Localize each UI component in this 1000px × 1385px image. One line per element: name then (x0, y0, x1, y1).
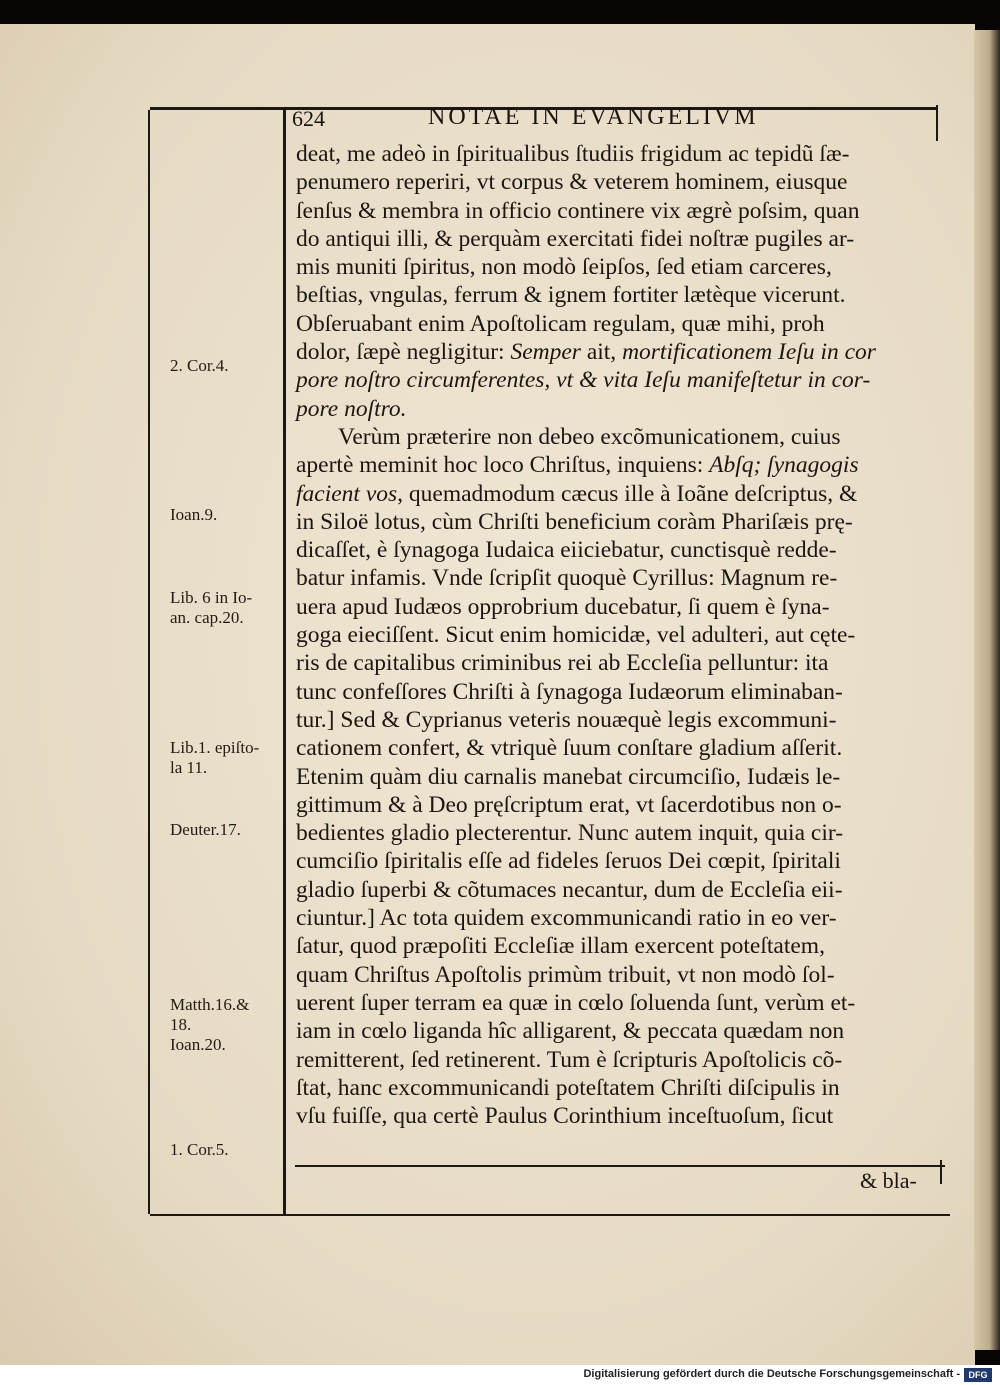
text-line: tur.] Sed & Cyprianus veteris nouæquè legis excommuni- (296, 706, 837, 733)
margin-note (170, 738, 282, 778)
margin-note (170, 995, 282, 1055)
scripture-quote-line: pore noſtro. (296, 395, 407, 422)
text-line: iam in cœlo liganda hîc alligarent, & peccata quædam non (296, 1018, 845, 1045)
text-run: , quemadmodum cæcus ille à Ioãne deſcriptus, & (397, 480, 858, 507)
text-line: quam Chriſtus Apoſtolis primùm tribuit, vt non modò ſol- (296, 961, 835, 988)
text-line: gladio ſuperbi & cõtumaces necantur, dum de Eccleſia eii- (296, 876, 843, 903)
margin-note (170, 505, 282, 525)
text-line (296, 451, 936, 479)
right-edge-rule-low (940, 1160, 942, 1184)
text-run: apertè meminit hoc loco Chriſtus, inquiens: (296, 452, 710, 479)
text-line: cumciſio ſpiritalis eſſe ad fideles ſeruos Dei cœpit, ſpiritali (296, 848, 841, 875)
text-line: dicaſſet, è ſynagoga Iudaica eiiciebatur, cunctisquè redde- (296, 537, 837, 564)
text-line: batur infamis. Vnde ſcripſit quoquè Cyrillus: Magnum re- (296, 565, 838, 592)
margin-left-rule (148, 110, 150, 1214)
text-line: ſtat, hanc excommunicandi poteſtatem Chriſti diſcipulis in (296, 1074, 840, 1101)
text-line: cationem confert, & vtriquè ſuum conſtare gladium aſſerit. (296, 735, 843, 762)
text-line: deat, me adeò in ſpiritualibus ſtudiis frigidum ac tepidũ ſæ- (296, 141, 850, 167)
text-line: Etenim quàm diu carnalis manebat circumciſio, Iudæis le- (296, 763, 841, 790)
margin-right-rule (283, 110, 286, 1214)
text-line: goga eieciſſent. Sicut enim homicidæ, vel adulteri, aut cęte- (296, 622, 856, 649)
scripture-quote-line: pore noſtro circumferentes, vt & vita Ieſu manifeſtetur in cor- (296, 367, 871, 394)
right-edge-rule (936, 105, 938, 141)
text-run: dolor, ſæpè negligitur: (296, 339, 511, 366)
margin-note-text: Matth.16.& (170, 995, 250, 1014)
text-line: ſatur, quod præpoſiti Eccleſiæ illam exercent poteſtatem, (296, 933, 825, 960)
margin-note-text: 2. Cor.4. (170, 356, 229, 375)
margin-note-text: 1. Cor.5. (170, 1140, 229, 1159)
main-text (296, 140, 936, 1130)
text-line: tunc confeſſores Chriſti à ſynagoga Iudæorum eliminaban- (296, 678, 843, 705)
text-line: uera apud Iudæos opprobrium ducebatur, ſi quem è ſyna- (296, 593, 830, 620)
margin-note-text: Deuter.17. (170, 820, 241, 839)
margin-note-text: an. cap.20. (170, 608, 244, 627)
text-line: penumero reperiri, vt corpus & veterem hominem, eiusque (296, 169, 848, 196)
running-head (292, 106, 932, 142)
text-line (296, 338, 936, 366)
text-line: do antiqui illi, & perquàm exercitati fidei noſtræ pugiles ar- (296, 225, 855, 252)
text-line: Obſeruabant enim Apoſtolicam regulam, quæ mihi, proh (296, 310, 825, 337)
scripture-quote: facient vos (296, 480, 398, 507)
text-run: ait, (580, 339, 623, 366)
scripture-quote: Abſq; ſynagogis (709, 452, 859, 479)
text-line: gittimum & à Deo pręſcriptum erat, vt ſacerdotibus non o- (296, 791, 842, 818)
funding-credit: Digitalisierung gefördert durch die Deutsche Forschungsgemeinschaft - (583, 1368, 960, 1380)
paragraph-start-line: Verùm præterire non debeo excõmunicationem, cuius (338, 423, 841, 450)
text-line: uerent ſuper terram ea quæ in cœlo ſoluenda ſunt, verùm et- (296, 989, 856, 1016)
text-line: in Siloë lotus, cùm Chriſti beneficium coràm Phariſæis prę- (296, 508, 853, 535)
text-line: bedientes gladio plecterentur. Nunc autem inquit, quia cir- (296, 820, 844, 847)
margin-note-text: la 11. (170, 758, 208, 777)
margin-note-text: Lib.1. epiſto- (170, 738, 260, 757)
scripture-quote: mortificationem Ieſu in cor (622, 339, 876, 366)
text-line: mis muniti ſpiritus, non modò ſeipſos, ſed etiam carceres, (296, 254, 832, 281)
page-number: 624 (292, 106, 325, 131)
margin-note (170, 1140, 282, 1160)
footer-bar (0, 1365, 1000, 1385)
scripture-quote: Semper (510, 339, 581, 366)
running-title: NOTAE IN EVANGELIVM (428, 104, 759, 130)
text-line: ſenſus & membra in officio continere vix ægrè poſsim, quan (296, 197, 860, 224)
margin-note (170, 820, 282, 840)
margin-note-text: Ioan.9. (170, 505, 218, 524)
text-line: ciuntur.] Ac tota quidem excommunicandi ratio in eo ver- (296, 905, 837, 932)
margin-note (170, 588, 282, 628)
margin-note-text: Lib. 6 in Io- (170, 588, 253, 607)
text-bottom-rule (295, 1165, 945, 1167)
margin-note-text: Ioan.20. (170, 1035, 226, 1054)
margin-note (170, 356, 282, 376)
text-line: remitterent, ſed retinerent. Tum è ſcripturis Apoſtolicis cõ- (296, 1046, 843, 1073)
page-edge (974, 30, 1000, 1350)
text-line: vſu fuiſſe, qua certè Paulus Corinthium inceſtuoſum, ſicut (296, 1103, 834, 1130)
text-line: beſtias, vngulas, ferrum & ignem fortiter lætèque vicerunt. (296, 282, 846, 309)
dfg-logo: DFG (964, 1368, 992, 1382)
margin-note-text: 18. (170, 1015, 192, 1034)
catchword: & bla- (860, 1168, 917, 1193)
text-line: ris de capitalibus criminibus rei ab Eccleſia pelluntur: ita (296, 650, 829, 677)
text-line (296, 480, 936, 508)
bottom-rule (150, 1214, 950, 1216)
